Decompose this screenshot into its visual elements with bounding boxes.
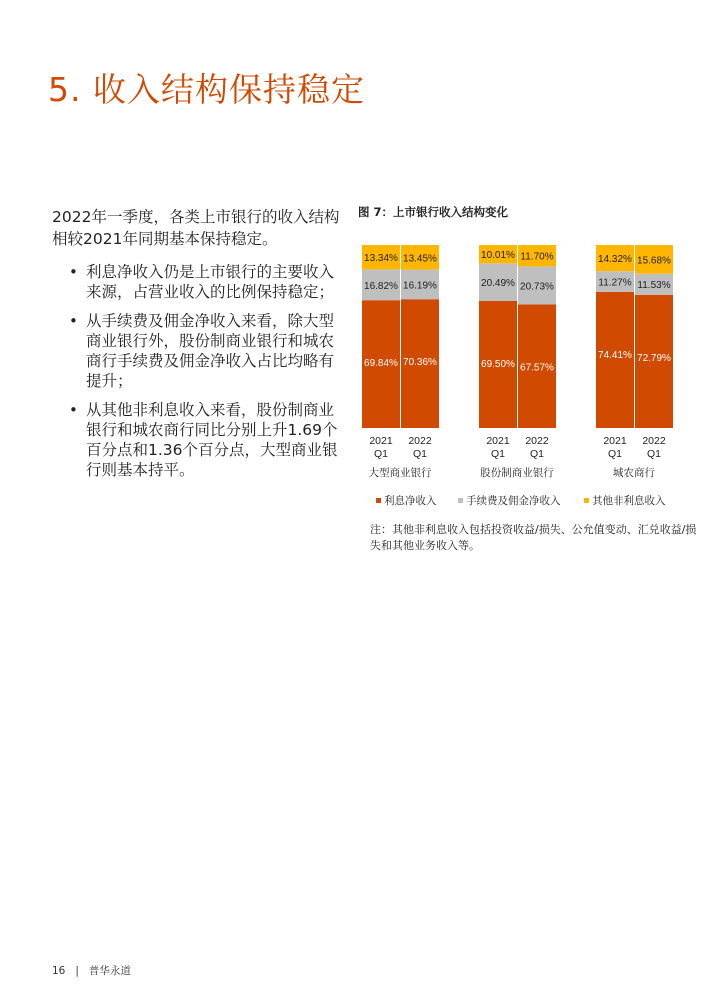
x-tick-label: 2022 [525,435,549,447]
footer-brand: 普华永道 [88,965,131,977]
data-label: 70.36% [403,357,437,369]
data-label: 11.27% [598,277,632,289]
intro-paragraph: 2022年一季度，各类上市银行的收入结构相较2021年同期基本保持稳定。 [52,208,340,248]
bullet-text: 利息净收入仍是上市银行的主要收入来源，占营业收入的比例保持稳定； [86,263,335,301]
x-tick-label: 2021 [603,435,627,447]
x-tick-label: 2021 [486,435,510,447]
data-label: 16.82% [364,280,398,292]
income-structure-chart [350,230,700,520]
legend-swatch [584,498,589,503]
legend-label: 其他非利息收入 [592,495,666,507]
x-tick-label: 2022 [408,435,432,447]
bullet-item [52,262,342,302]
legend-label: 利息净收入 [384,495,437,507]
figure-title: 图 7：上市银行收入结构变化 [358,205,509,219]
group-label: 城农商行 [613,467,655,479]
x-tick-label: Q1 [646,448,662,460]
bullet-text: 从手续费及佣金净收入来看，除大型商业银行外，股份制商业银行和城农商行手续费及佣金净收入占比均略有提升； [86,312,335,390]
data-label: 15.68% [637,255,671,267]
page-title: 5. 收入结构保持稳定 [48,70,365,109]
x-tick-label: Q1 [373,448,389,460]
group-label: 大型商业银行 [368,467,432,479]
x-tick-label: Q1 [490,448,506,460]
data-label: 11.70% [520,251,554,263]
bullet-item [52,311,342,391]
legend-label: 手续费及佣金净收入 [466,495,561,507]
x-tick-label: 2021 [369,435,393,447]
footer-separator: | [75,965,79,977]
legend-swatch [376,498,381,503]
data-label: 72.79% [637,352,671,364]
x-tick-label: Q1 [607,448,623,460]
page-footer [52,963,131,978]
bullet-item [52,400,342,480]
data-label: 10.01% [481,250,515,262]
data-label: 69.84% [364,358,398,370]
data-label: 13.45% [403,253,437,265]
data-label: 13.34% [364,253,398,265]
group-label: 股份制商业银行 [480,467,554,479]
bullet-dot-icon: • [69,263,78,281]
bullet-list [52,262,342,489]
data-label: 69.50% [481,358,515,370]
chart-note: 注：其他非利息收入包括投资收益/损失、公允值变动、汇兑收益/损失和其他业务收入等。 [370,523,697,552]
data-label: 67.57% [520,362,554,374]
bullet-dot-icon: • [69,312,78,330]
data-label: 14.32% [598,254,632,266]
x-tick-label: Q1 [412,448,428,460]
page-number: 16 [52,965,66,977]
data-label: 20.73% [520,281,554,293]
data-label: 74.41% [598,349,632,361]
data-label: 20.49% [481,278,515,290]
bullet-dot-icon: • [69,401,78,419]
data-label: 16.19% [403,280,437,292]
x-tick-label: Q1 [529,448,545,460]
legend-swatch [458,498,463,503]
data-label: 11.53% [637,280,671,292]
bullet-text: 从其他非利息收入来看，股份制商业银行和城农商行同比分别上升1.69个百分点和1.36个百分点，大型商业银行则基本持平。 [86,401,338,479]
x-tick-label: 2022 [642,435,666,447]
